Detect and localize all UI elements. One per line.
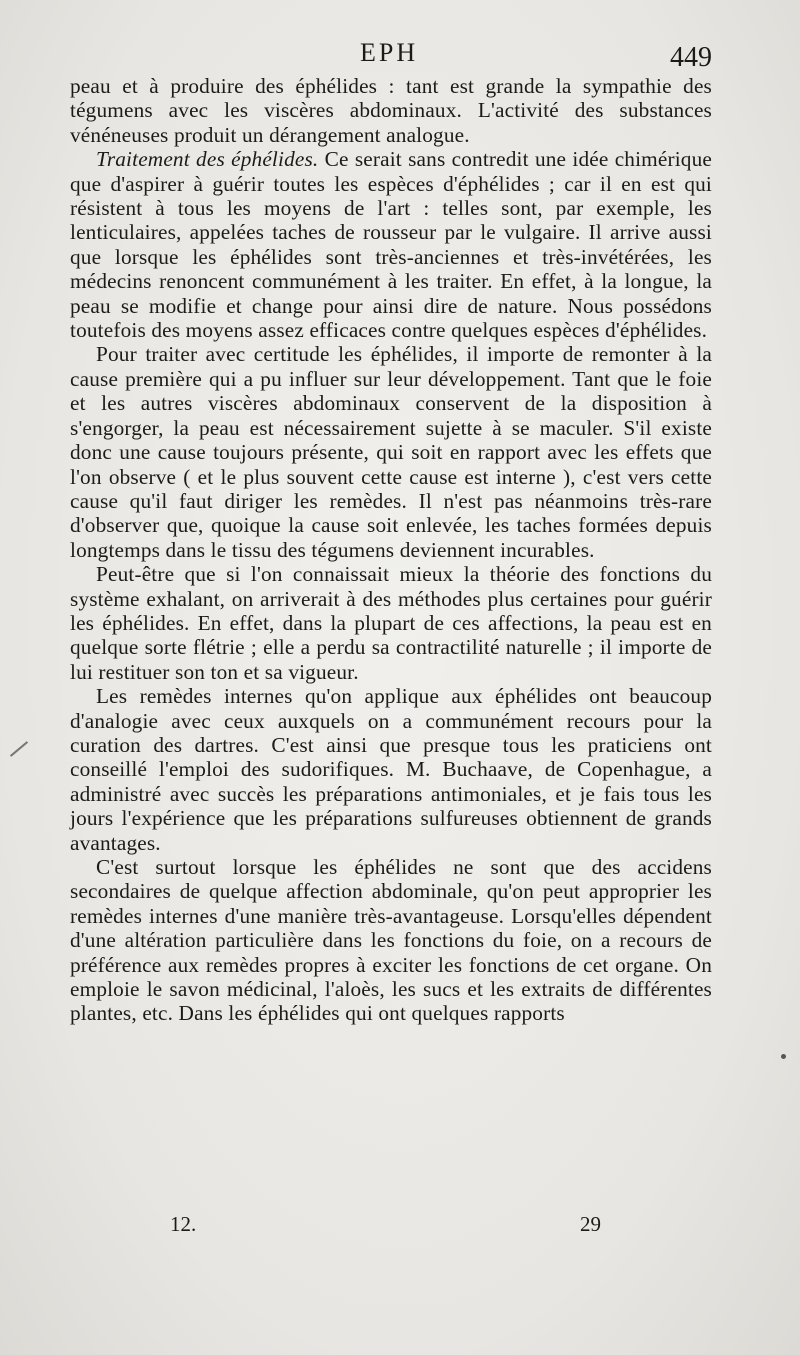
paragraph-text: Pour traiter avec certitude les éphélides, il importe de remonter à la cause première qui a pu influer sur leur développement. Tant que le foie et les autres viscères abdominaux conservent de la disposition à s'engorger, la peau est nécessairement sujette à se maculer. S'il existe donc une cause toujours présente, qui soit en rapport avec les effets que l'on observe ( et le plus souvent cette cause est interne ), c'est vers cette cause qu'il faut diriger les remèdes. Il n'est pas néanmoins très-rare d'observer que, quoique la cause soit enlevée, les taches formées depuis longtemps dans le tissu des tégumens deviennent incurables. [70, 342, 712, 562]
printer-signature: 29 [580, 1212, 601, 1236]
paragraph-cause [70, 342, 712, 562]
paragraph-remedies [70, 684, 712, 855]
paragraph-theory [70, 562, 712, 684]
paragraph-treatment [70, 147, 712, 342]
running-head [70, 36, 712, 76]
page-number: 449 [670, 42, 712, 73]
volume-number: 12. [170, 1212, 197, 1236]
paragraph-continuation [70, 74, 712, 147]
paper-blemish [781, 1054, 786, 1059]
paragraph-text: Peut-être que si l'on connaissait mieux la théorie des fonctions du système exhalant, on arriverait à des méthodes plus certaines pour guérir les éphélides. En effet, dans la plupart de ces affections, la peau est en quelque sorte flétrie ; elle a perdu sa contractilité naturelle ; il importe de lui restituer son ton et sa vigueur. [70, 562, 712, 684]
paragraph-abdominal [70, 855, 712, 1026]
section-heading: Traitement des éphélides. [96, 147, 319, 172]
page-footer [70, 1212, 712, 1242]
paragraph-text: Ce serait sans contredit une idée chimérique que d'aspirer à guérir toutes les espèces d'éphélides ; car il en est qui résistent à tous les moyens de l'art : telles sont, par exemple, les lenticulaires, appelées taches de rousseur par le vulgaire. Il arrive aussi que lorsque les éphélides sont très-anciennes et très-invétérées, les médecins renoncent communément à les traiter. En effet, à la longue, la peau se modifie et change pour ainsi dire de nature. Nous possédons toutefois des moyens assez efficaces contre quelques espèces d'éphélides. [70, 147, 713, 343]
paragraph-text: Les remèdes internes qu'on applique aux éphélides ont beaucoup d'analogie avec ceux auxquels on a communément recours pour la curation des dartres. C'est ainsi que presque tous les praticiens ont conseillé l'emploi des sudorifiques. M. Buchaave, de Copenhague, a administré avec succès les préparations antimoniales, et je fais tous les jours l'expérience que les préparations sulfureuses obtiennent de grands avantages. [70, 684, 712, 855]
margin-pencil-mark [10, 741, 28, 757]
paragraph-text: peau et à produire des éphélides : tant est grande la sympathie des tégumens avec les viscères abdominaux. L'activité des substances vénéneuses produit un dérangement analogue. [70, 74, 712, 147]
running-title: EPH [360, 38, 419, 67]
text-body [70, 74, 712, 1026]
paragraph-text: C'est surtout lorsque les éphélides ne sont que des accidens secondaires de quelque affection abdominale, qu'on peut approprier les remèdes internes d'une manière très-avantageuse. Lorsqu'elles dépendent d'une altération particulière dans les fonctions du foie, on a recours de préférence aux remèdes propres à exciter les fonctions de cet organe. On emploie le savon médicinal, l'aloès, les sucs et les extraits de différentes plantes, etc. Dans les éphélides qui ont quelques rapports [70, 855, 712, 1026]
